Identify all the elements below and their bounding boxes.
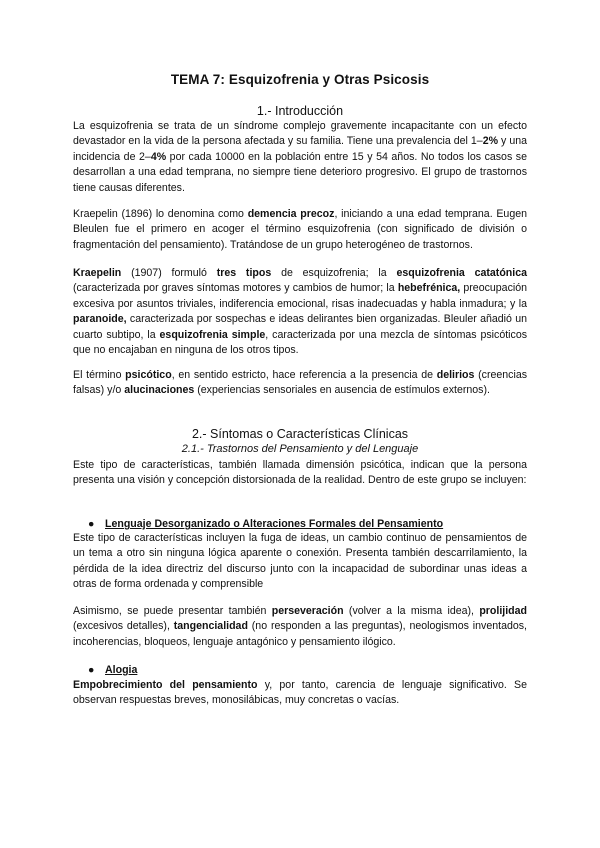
text-span: El término <box>73 369 126 381</box>
bold-span: tres tipos <box>216 267 272 279</box>
bullet-icon: ● <box>88 664 95 676</box>
text-span: (no responden a las preguntas), neologismos inventados, incoherencias, bloqueos, lenguaje antagónico y pensamiento ilógico. <box>73 620 527 648</box>
bold-span: tangencialidad <box>173 620 248 633</box>
bold-span: 2% <box>482 135 499 148</box>
text-span: (creencias falsas) y/o <box>73 369 528 397</box>
bold-span: perseveración <box>271 605 344 617</box>
text-span: (excesivos detalles), <box>73 620 174 633</box>
bold-span: esquizofrenia simple <box>159 328 266 341</box>
paragraph-psicotico <box>73 368 527 399</box>
text-span: Asimismo, se puede presentar también <box>73 605 272 617</box>
text-span: Kraepelin (1896) lo denomina como <box>73 208 248 220</box>
text-span: (1907) formuló <box>121 267 217 279</box>
bold-span: alucinaciones <box>124 384 195 397</box>
text-span: , iniciando a una edad temprana. Eugen Bleulen fue el primero en acoger el término esquizofrenia (con significado de división o fragmentación del pensamiento). Tratándose de un grupo heterogéneo de trastornos. <box>73 208 528 251</box>
text-span: y una incidencia de 2– <box>73 135 528 163</box>
bullet-label: Lenguaje Desorganizado o Alteraciones Formales del Pensamiento <box>105 518 444 530</box>
bullet-label: Alogia <box>105 664 138 676</box>
bullet-lenguaje-desorganizado <box>88 517 443 532</box>
bullet-alogia <box>88 663 137 678</box>
bold-span: paranoide, <box>73 313 127 326</box>
bold-span: hebefrénica, <box>397 282 461 295</box>
text-span: La esquizofrenia se trata de un síndrome complejo gravemente incapacitante con un efecto devastador en la vida de la persona afectada y su familia. Tiene una prevalencia del 1– <box>73 120 527 148</box>
bold-span: esquizofrenia catatónica <box>396 267 527 279</box>
bold-span: 4% <box>150 150 167 163</box>
bold-span: psicótico <box>125 369 172 381</box>
bold-span: delirios <box>436 369 475 381</box>
paragraph-kraepelin-1907 <box>73 266 527 358</box>
paragraph-dimension-psicotica: Este tipo de características, también llamada dimensión psicótica, indican que la persona presenta una visión y concepción distorsionada de la realidad. Dentro de este grupo se incluyen: <box>73 459 527 487</box>
text-span: , caracterizada por una mezcla de síntomas psicóticos que no encajaban en ninguna de los otros tipos. <box>73 328 528 357</box>
text-span: , en sentido estricto, hace referencia a la presencia de <box>171 369 437 381</box>
section-heading-introduccion: 1.- Introducción <box>256 104 344 118</box>
text-span: caracterizada por sospechas e ideas delirantes bien organizadas. Bleuler añadió un cuarto subtipo, la <box>73 313 527 341</box>
paragraph-fuga-ideas: Este tipo de características incluyen la fuga de ideas, un cambio continuo de pensamientos de un tema a otro sin ninguna lógica aparente o conexión. Presenta también descarrilamiento, la pérdida de la idea directriz del discurso junto con la incapacidad de subordinar unas ideas a otras de forma ordenada y comprensible <box>73 532 527 591</box>
bold-span: Kraepelin <box>73 267 122 279</box>
paragraph-empobrecimiento <box>73 678 527 709</box>
text-span: (volver a la misma idea), <box>343 605 480 617</box>
text-span: y, por tanto, carencia de lenguaje significativo. Se observan respuestas breves, monosilábicas, muy concretas o vacías. <box>73 679 528 707</box>
bold-span: demencia precoz <box>247 208 335 220</box>
document-title: TEMA 7: Esquizofrenia y Otras Psicosis <box>170 72 430 87</box>
text-span: por cada 10000 en la población entre 15 y 54 años. No todos los casos se desarrollan a una edad temprana, no siempre tiene deterioro progresivo. El grupo de trastornos tiene causas diferentes. <box>73 150 527 194</box>
paragraph-kraepelin-1896 <box>73 207 527 253</box>
text-span: (experiencias sensoriales en ausencia de estímulos externos). <box>194 384 490 397</box>
paragraph-perseveracion <box>73 604 527 650</box>
text-span: de esquizofrenia; la <box>271 267 397 279</box>
bold-span: Empobrecimiento del pensamiento <box>73 679 258 691</box>
paragraph-prevalencia <box>73 119 527 196</box>
bold-span: prolijidad <box>479 605 527 617</box>
bullet-icon: ● <box>88 518 95 530</box>
section-heading-sintomas: 2.- Síntomas o Características Clínicas <box>191 427 409 441</box>
text-span: (caracterizada por graves síntomas motores y cambios de humor; la <box>73 282 398 295</box>
text-span: preocupación excesiva por asuntos triviales, indiferencia emocional, risas inadecuadas y habla inmadura; y la <box>73 282 528 310</box>
subsection-heading-trastornos: 2.1.- Trastornos del Pensamiento y del Lenguaje <box>181 443 419 455</box>
